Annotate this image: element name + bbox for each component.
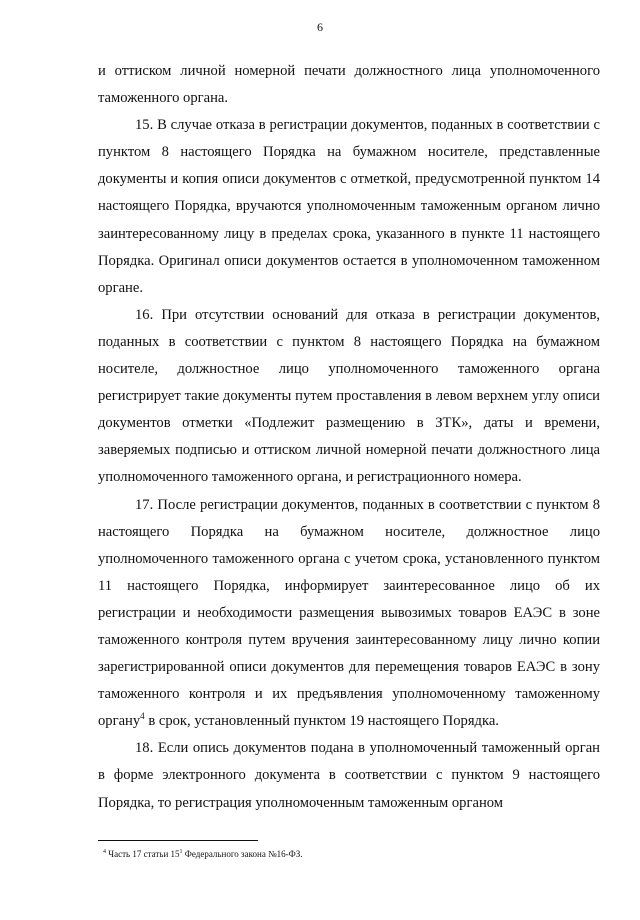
paragraph-15: 15. В случае отказа в регистрации документов, поданных в соответствии с пунктом 8 настоящего Порядка на бумажном носителе, представленные документы и копия описи документов с отметкой, предусмотренной пунктом 14 настоящего Порядка, вручаются уполномоченным таможенным органом лично заинтересованному лицу в пределах срока, указанного в пункте 11 настоящего Порядка. Оригинал описи документов остается в уполномоченном таможенном органе. [98,117,600,296]
paragraph-continuation: и оттиском личной номерной печати должностного лица уполномоченного таможенного органа. [98,63,600,107]
footnote-text: Часть 17 статьи 15 [106,849,180,859]
paragraph-17-text: 17. После регистрации документов, поданных в соответствии с пунктом 8 настоящего Порядка на бумажном носителе, должностное лицо уполномоченного таможенного органа с учетом срока, установленного пунктом 11 настоящего Порядка, информирует заинтересованное лицо об их регистрации и необходимости размещения вывозимых товаров ЕАЭС в зоне таможенного контроля путем вручения заинтересованному лицу лично копии зарегистрированной описи документов для перемещения товаров ЕАЭС в зону таможенного контроля и их предъявления уполномоченному таможенному органу [98,496,600,730]
footnote-divider [98,840,258,841]
footnote [103,848,303,860]
footnote-text-end: Федерального закона №16-ФЗ. [182,849,303,859]
paragraph-17-text-end: в срок, установленный пунктом 19 настоящего Порядка. [144,713,499,730]
footnote-reference[interactable]: 4 [140,711,145,722]
paragraph-16: 16. При отсутствии оснований для отказа в регистрации документов, поданных в соответствии с пунктом 8 настоящего Порядка на бумажном носителе, должностное лицо уполномоченного таможенного органа регистрирует такие документы путем проставления в левом верхнем углу описи документов отметки «Подлежит размещению в ЗТК», даты и времени, заверяемых подписью и оттиском личной номерной печати должностного лица уполномоченного таможенного органа, и регистрационного номера. [98,306,600,486]
footnote-article-sup: 1 [179,849,183,855]
page-number: 6 [317,20,323,34]
footnote-marker: 4 [103,849,106,855]
paragraph-17 [98,492,600,736]
document-body [98,58,600,817]
paragraph-18: 18. Если опись документов подана в уполномоченный таможенный орган в форме электронного документа в соответствии с пунктом 9 настоящего Порядка, то регистрация уполномоченным таможенным органом [98,740,600,811]
